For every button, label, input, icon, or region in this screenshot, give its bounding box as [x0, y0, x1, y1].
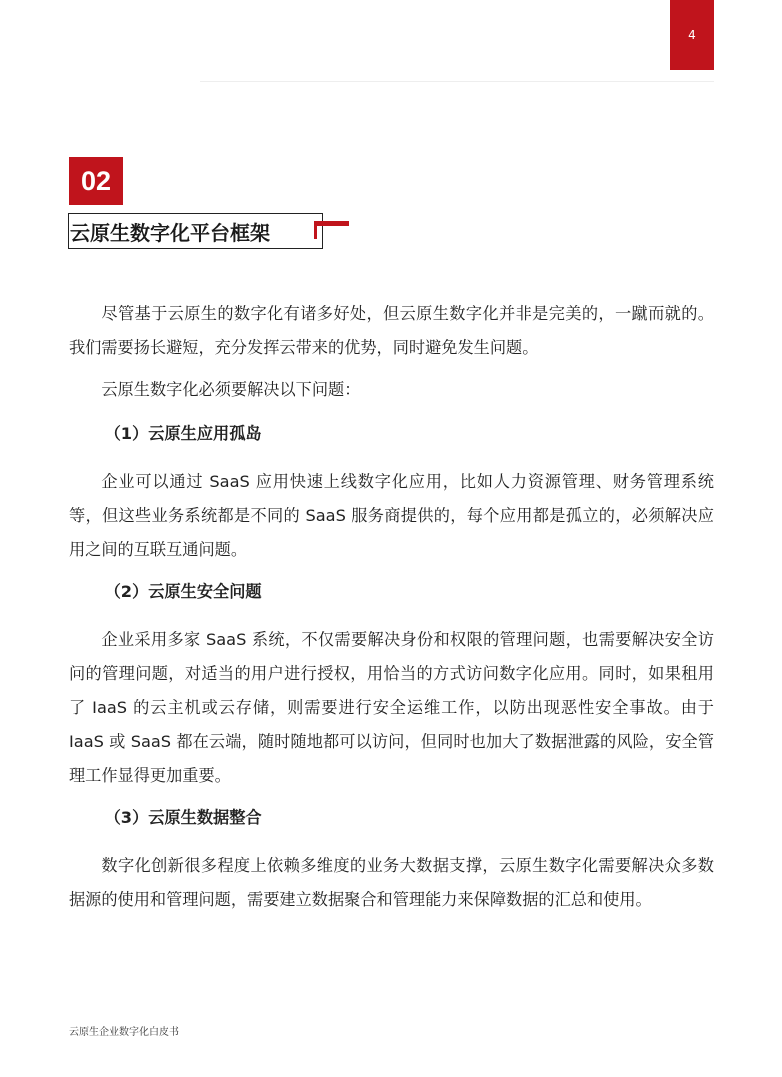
paragraph-2: 企业采用多家 SaaS 系统，不仅需要解决身份和权限的管理问题，也需要解决安全访问的管理问题，对适当的用户进行授权，用恰当的方式访问数字化应用。同时，如果租用了 IaaS 的云主机或云存储，则需要进行安全运维工作，以防出现恶性安全事故。由于 IaaS 或 SaaS 都在云端，随时随地都可以访问，但同时也加大了数据泄露的风险，安全管理工作显得更加重要。 [69, 630, 714, 785]
section-number: 02 [80, 165, 112, 196]
subheading-1: （1）云原生应用孤岛 [104, 424, 262, 443]
body-content [69, 297, 714, 917]
paragraph-3: 数字化创新很多程度上依赖多维度的业务大数据支撑，云原生数字化需要解决众多数据源的使用和管理问题，需要建立数据聚合和管理能力来保障数据的汇总和使用。 [69, 856, 714, 909]
page-number: 4 [688, 28, 696, 42]
lead-paragraph: 云原生数字化必须要解决以下问题： [101, 380, 361, 399]
subheading-3: （3）云原生数据整合 [104, 808, 262, 827]
title-accent-tick [314, 221, 317, 239]
section-title-box [68, 213, 323, 249]
footer-title: 云原生企业数字化白皮书 [69, 1027, 179, 1038]
intro-paragraph: 尽管基于云原生的数字化有诸多好处，但云原生数字化并非是完美的，一蹴而就的。我们需要扬长避短，充分发挥云带来的优势，同时避免发生问题。 [69, 304, 714, 357]
section-title: 云原生数字化平台框架 [70, 220, 270, 245]
page-number-tab [670, 0, 714, 70]
section-number-badge [69, 157, 123, 205]
title-accent-bar [314, 221, 349, 226]
subheading-2: （2）云原生安全问题 [104, 582, 262, 601]
paragraph-1: 企业可以通过 SaaS 应用快速上线数字化应用，比如人力资源管理、财务管理系统等，但这些业务系统都是不同的 SaaS 服务商提供的，每个应用都是孤立的，必须解决应用之间的互联互通问题。 [69, 472, 714, 559]
header-rule [200, 81, 714, 82]
